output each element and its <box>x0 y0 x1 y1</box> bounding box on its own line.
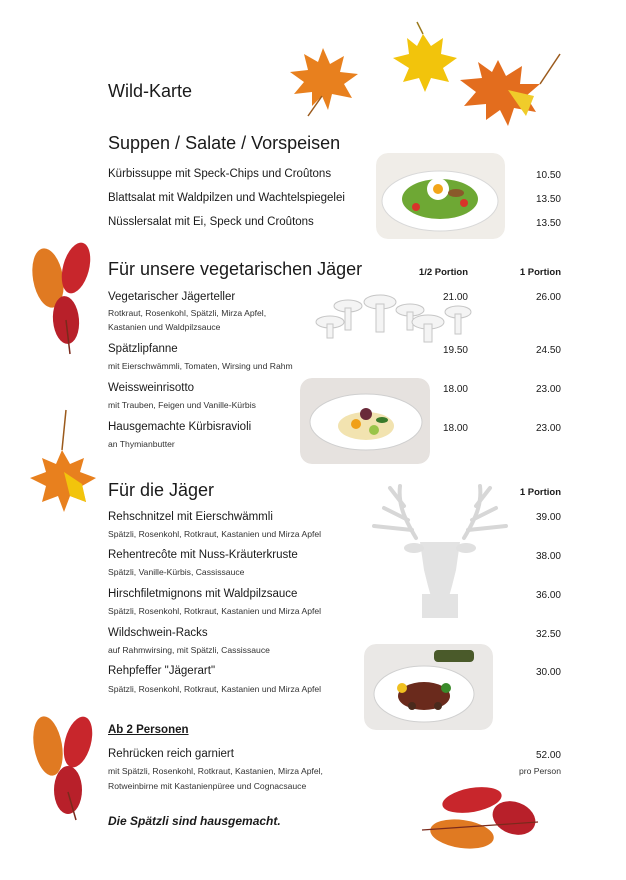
item-price-full: 23.00 <box>535 423 561 434</box>
section-heading-vegetarian: Für unsere vegetarischen Jäger <box>108 259 363 279</box>
item-price-half: 19.50 <box>442 345 468 356</box>
orange-maple-leaf-icon <box>278 40 368 120</box>
orange-maple-leaf-left-icon <box>22 408 106 518</box>
item-price-half: 18.00 <box>442 384 468 395</box>
item-description: Rotweinbirne mit Kastanienpüree und Cognacsauce <box>108 781 307 791</box>
item-description: auf Rahmwirsing, mit Spätzli, Cassissauce <box>108 645 270 655</box>
salad-photo <box>376 153 505 239</box>
item-name: Hirschfiletmignons mit Waldpilzsauce <box>108 588 298 600</box>
item-description: Spätzli, Vanille-Kürbis, Cassissauce <box>108 567 245 577</box>
item-price-full: 23.00 <box>535 384 561 395</box>
item-name: Rehrücken reich garniert <box>108 748 234 760</box>
item-price: 13.50 <box>535 218 561 229</box>
item-name: Wildschwein-Racks <box>108 627 208 639</box>
section-heading-soups: Suppen / Salate / Vorspeisen <box>108 133 341 153</box>
deer-head-icon <box>360 478 520 618</box>
venison-dish-photo <box>364 644 493 730</box>
item-name: Blattsalat mit Waldpilzen und Wachtelspiegelei <box>108 192 345 204</box>
item-price: 10.50 <box>535 170 561 181</box>
item-price: 13.50 <box>535 194 561 205</box>
item-name: Rehschnitzel mit Eierschwämmli <box>108 511 273 523</box>
red-leaves-left-bottom-icon <box>28 700 104 824</box>
section-heading-hunters: Für die Jäger <box>108 480 215 500</box>
column-header-full-portion: 1 Portion <box>519 487 561 498</box>
item-price: 38.00 <box>535 551 561 562</box>
item-description: an Thymianbutter <box>108 439 175 449</box>
item-name: Rehentrecôte mit Nuss-Kräuterkruste <box>108 549 298 561</box>
item-price: 36.00 <box>535 590 561 601</box>
item-name: Kürbissuppe mit Speck-Chips und Croûtons <box>108 168 332 180</box>
item-description: mit Trauben, Feigen und Vanille-Kürbis <box>108 400 256 410</box>
item-description: mit Spätzli, Rosenkohl, Rotkraut, Kastanien, Mirza Apfel, <box>108 766 323 776</box>
menu-title: Wild-Karte <box>108 81 193 101</box>
item-name: Vegetarischer Jägerteller <box>108 291 236 303</box>
item-description: Spätzli, Rosenkohl, Rotkraut, Kastanien und Mirza Apfel <box>108 684 322 694</box>
item-price-half: 18.00 <box>442 423 468 434</box>
item-price-half: 21.00 <box>442 292 468 303</box>
item-price-full: 26.00 <box>535 292 561 303</box>
column-header-full-portion: 1 Portion <box>519 267 561 278</box>
item-description: Spätzli, Rosenkohl, Rotkraut, Kastanien und Mirza Apfel <box>108 606 322 616</box>
item-price: 30.00 <box>535 667 561 678</box>
item-name: Rehpfeffer "Jägerart" <box>108 665 216 677</box>
item-price: 39.00 <box>535 512 561 523</box>
section-heading-two-persons: Ab 2 Personen <box>108 724 189 736</box>
item-name: Spätzlipfanne <box>108 343 178 355</box>
item-price: 32.50 <box>535 629 561 640</box>
orange-yellow-maple-leaf-icon <box>448 50 563 135</box>
footer-note: Die Spätzli sind hausgemacht. <box>108 814 281 828</box>
item-name: Hausgemachte Kürbisravioli <box>108 421 252 433</box>
item-description: Kastanien und Waldpilzsauce <box>108 322 221 332</box>
item-description: mit Eierschwämmli, Tomaten, Wirsing und Rahm <box>108 361 293 371</box>
item-price: 52.00 <box>535 750 561 761</box>
item-description: Rotkraut, Rosenkohl, Spätzli, Mirza Apfel, <box>108 308 267 318</box>
red-leaves-left-top-icon <box>26 238 100 356</box>
price-note: pro Person <box>518 766 561 776</box>
item-description: Spätzli, Rosenkohl, Rotkraut, Kastanien und Mirza Apfel <box>108 529 322 539</box>
column-header-half-portion: 1/2 Portion <box>418 267 468 278</box>
red-leaves-bottom-right-icon <box>418 782 546 858</box>
item-name: Weissweinrisotto <box>108 382 195 394</box>
item-price-full: 24.50 <box>535 345 561 356</box>
risotto-photo <box>300 378 430 464</box>
item-name: Nüsslersalat mit Ei, Speck und Croûtons <box>108 216 314 228</box>
